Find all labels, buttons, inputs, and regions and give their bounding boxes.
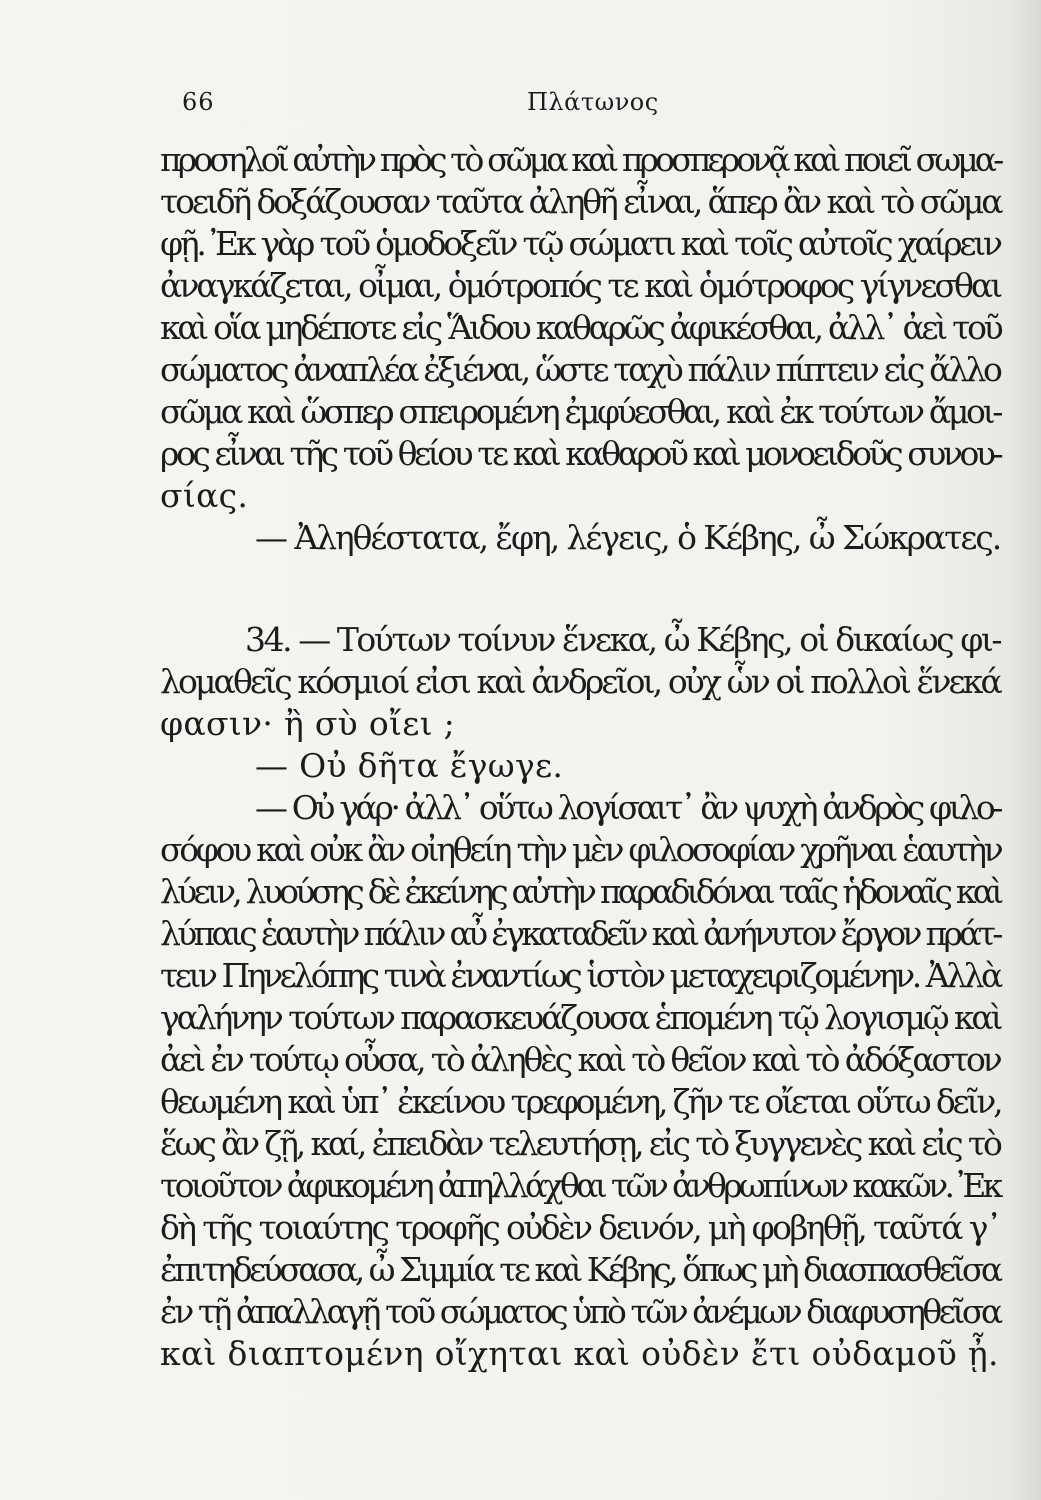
page-header <box>182 88 862 128</box>
text-line: ρος εἶναι τῆς τοῦ θείου τε καὶ καθαροῦ καὶ μονοειδοῦς συνου- <box>160 434 1001 473</box>
text-line: λομαθεῖς κόσμιοί εἰσι καὶ ἀνδρεῖοι, οὐχ ὧν οἱ πολλοὶ ἕνεκά <box>160 662 1000 701</box>
text-line: τοιοῦτον ἀφικομένη ἀπηλλάχθαι τῶν ἀνθρωπίνων κακῶν. Ἐκ <box>160 1166 1000 1205</box>
text-line: γαλήνην τούτων παρασκευάζουσα ἑπομένη τῷ λογισμῷ καὶ <box>160 998 1001 1037</box>
text-line: θεωμένη καὶ ὑπ᾽ ἐκείνου τρεφομένη, ζῆν τε οἴεται οὕτω δεῖν, <box>160 1082 1001 1121</box>
text-line: φασιν· ἢ σὺ οἴει ; <box>160 704 456 743</box>
text-line: προσηλοῖ αὐτὴν πρὸς τὸ σῶμα καὶ προσπερονᾷ καὶ ποιεῖ σωμα- <box>160 140 1001 179</box>
text-line: καὶ οἵα μηδέποτε εἰς Ἅιδου καθαρῶς ἀφικέσθαι, ἀλλ᾽ ἀεὶ τοῦ <box>160 308 1001 347</box>
dialogue-line: — Οὐ γάρ· ἀλλ᾽ οὕτω λογίσαιτ᾽ ἂν ψυχὴ ἀνδρὸς φιλο- <box>255 788 1001 827</box>
text-line: λύπαις ἑαυτὴν πάλιν αὖ ἐγκαταδεῖν καὶ ἀνήνυτον ἔργον πράτ- <box>160 914 1000 953</box>
text-line: ἕως ἂν ζῇ, καί, ἐπειδὰν τελευτήσῃ, εἰς τὸ ξυγγενὲς καὶ εἰς τὸ <box>160 1124 1000 1163</box>
text-line: σίας. <box>160 476 249 515</box>
text-line: ἀεὶ ἐν τούτῳ οὖσα, τὸ ἀληθὲς καὶ τὸ θεῖον καὶ τὸ ἀδόξαστον <box>160 1040 1000 1079</box>
text-line: ἐπιτηδεύσασα, ὦ Σιμμία τε καὶ Κέβης, ὅπως μὴ διασπασθεῖσα <box>160 1250 1000 1289</box>
running-title: Πλάτωνος <box>527 88 659 116</box>
text-line: σώματος ἀναπλέα ἐξιέναι, ὥστε ταχὺ πάλιν πίπτειν εἰς ἄλλο <box>160 350 1000 389</box>
page-number: 66 <box>182 88 215 116</box>
text-line: λύειν, λυούσης δὲ ἐκείνης αὐτὴν παραδιδόναι ταῖς ἡδοναῖς καὶ <box>160 872 1001 911</box>
text-line: σῶμα καὶ ὥσπερ σπειρομένη ἐμφύεσθαι, καὶ ἐκ τούτων ἄμοι- <box>160 392 1001 431</box>
text-line: ἀναγκάζεται, οἶμαι, ὁμότροπός τε καὶ ὁμότροφος γίγνεσθαι <box>160 266 1001 305</box>
text-line: σόφου καὶ οὐκ ἂν οἰηθείη τὴν μὲν φιλοσοφίαν χρῆναι ἑαυτὴν <box>160 830 1001 869</box>
dialogue-line: — Οὐ δῆτα ἔγωγε. <box>255 746 564 785</box>
text-line: τειν Πηνελόπης τινὰ ἐναντίως ἱστὸν μεταχειριζομένην. Ἀλλὰ <box>160 956 1000 995</box>
text-line: ἐν τῇ ἀπαλλαγῇ τοῦ σώματος ὑπὸ τῶν ἀνέμων διαφυσηθεῖσα <box>160 1292 1000 1331</box>
text-line: φῇ. Ἐκ γὰρ τοῦ ὁμοδοξεῖν τῷ σώματι καὶ τοῖς αὐτοῖς χαίρειν <box>160 224 1000 263</box>
text-line: δὴ τῆς τοιαύτης τροφῆς οὐδὲν δεινόν, μὴ φοβηθῇ, ταῦτά γ᾽ <box>160 1208 1000 1247</box>
text-line: τοειδῆ δοξάζουσαν ταῦτα ἀληθῆ εἶναι, ἅπερ ἂν καὶ τὸ σῶμα <box>160 182 1001 221</box>
text-line: καὶ διαπτομένη οἴχηται καὶ οὐδὲν ἔτι οὐδαμοῦ ᾖ. <box>160 1334 999 1373</box>
dialogue-line: — Ἀληθέστατα, ἔφη, λέγεις, ὁ Κέβης, ὦ Σώκρατες. <box>255 518 1001 557</box>
section-start-line: 34. — Τούτων τοίνυν ἕνεκα, ὦ Κέβης, οἱ δικαίως φι- <box>245 620 1001 659</box>
